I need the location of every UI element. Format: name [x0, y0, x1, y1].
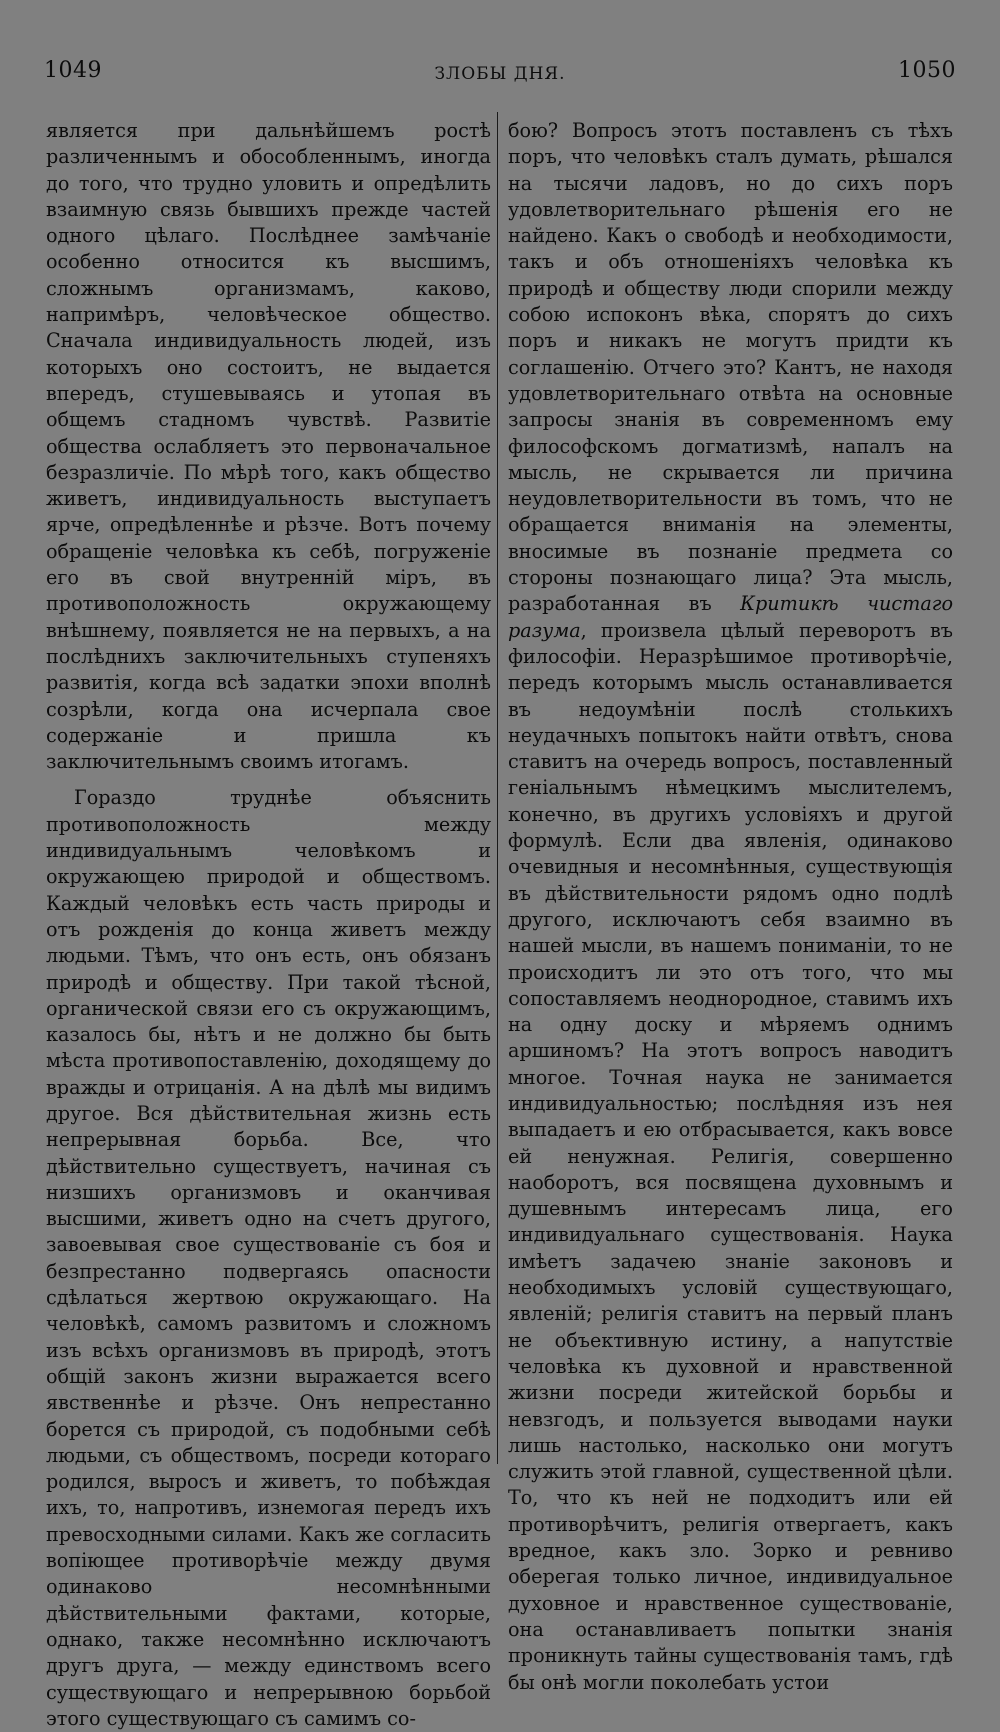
left-paragraph-1: является при дальнѣйшемъ ростѣ различеннымъ и обособленнымъ, иногда до того, что трудно уловить и опредѣлить взаимную связь бывшихъ прежде частей одного цѣлаго. Послѣднее замѣчаніе особенно относится къ высшимъ, сложнымъ организмамъ, каково, напримѣръ, человѣческое общество. Сначала индивидуальность людей, изъ которыхъ оно состоитъ, не выдается впередъ, стушевываясь и утопая въ общемъ стадномъ чувствѣ. Развитіе общества ослабляетъ это первоначальное безразличіе. По мѣрѣ того, какъ общество живетъ, индивидуальность выступаетъ ярче, опредѣленнѣе и рѣзче. Вотъ почему обращеніе человѣка къ себѣ, погруженіе его въ свой внутренній міръ, въ противоположность окружающему внѣшнему, появляется не на первыхъ, а на послѣднихъ заключительныхъ ступеняхъ развитія, когда всѣ задатки эпохи вполнѣ созрѣли, когда она исчерпала свое содержаніе и пришла къ заключительнымъ своимъ итогамъ. — [46, 119, 491, 774]
book-title-critique: Критикѣ чистаго разума — [508, 592, 954, 642]
running-title: ЗЛОБЫ ДНЯ. — [434, 64, 566, 84]
right-column — [508, 118, 953, 1696]
right-text-before-title: бою? Вопросъ этотъ поставленъ съ тѣхъ поръ, что человѣкъ сталъ думать, рѣшался на тысячи ладовъ, но до сихъ поръ удовлетворительнаго рѣшенія его не найдено. Какъ о свободѣ и необходимости, такъ и объ отношеніяхъ человѣка къ природѣ и обществу люди спорили между собою испоконъ вѣка, спорятъ до сихъ поръ и никакъ не могутъ придти къ соглашенію. Отчего это? Кантъ, не находя удовлетворительнаго отвѣта на основные запросы знанія въ современномъ ему философскомъ догматизмѣ, напалъ на мысль, не скрывается ли причина неудовлетворительности въ томъ, что не обращается вниманія на элементы, вносимые въ познаніе предмета со стороны познающаго лица? Эта мысль, разработанная въ — [508, 119, 953, 616]
right-paragraph-1 — [508, 118, 953, 1696]
left-column — [46, 118, 491, 1732]
right-text-after-title: , произвела цѣлый переворотъ въ философіи. Неразрѣшимое противорѣчіе, передъ которымъ мысль останавливается въ недоумѣніи послѣ столькихъ неудачныхъ попытокъ найти отвѣтъ, снова ставитъ на очередь вопросъ, поставленный геніальнымъ нѣмецкимъ мыслителемъ, конечно, въ другихъ условіяхъ и другой формулѣ. Если два явленія, одинаково очевидныя и несомнѣнныя, существующія въ дѣйствительности рядомъ одно подлѣ другого, исключаютъ себя взаимно въ нашей мысли, въ нашемъ пониманіи, то не происходитъ ли это отъ того, что мы сопоставляемъ неоднородное, ставимъ ихъ на одну доску и мѣряемъ однимъ аршиномъ? На этотъ вопросъ наводитъ многое. Точная наука не занимается индивидуальностью; послѣдняя изъ нея выпадаетъ и ею отбрасывается, какъ вовсе ей ненужная. Религія, совершенно наоборотъ, вся посвящена духовнымъ и душевнымъ интересамъ лица, его индивидуальнаго существованія. Наука имѣетъ задачею знаніе законовъ и необходимыхъ условій существующаго, явленій; религія ставитъ на первый планъ не объективную истину, а напутствіе человѣка къ духовной и нравственной жизни посреди житейской борьбы и невзгодъ, и пользуется выводами науки лишь настолько, насколько они могутъ служить этой главной, существенной цѣли. То, что къ ней не подходитъ или ей противорѣчитъ, религія отвергаетъ, какъ вредное, какъ зло. Зорко и ревниво оберегая только личное, индивидуальное духовное и нравственное существованіе, она останавливаетъ попытки знанія проникнуть тайны существованія тамъ, гдѣ бы онѣ могли поколебать устои — [508, 618, 953, 1694]
page-number-left: 1049 — [44, 58, 102, 83]
left-paragraph-2: Гораздо труднѣе объяснить противоположность между индивидуальнымъ человѣкомъ и окружающею природой и обществомъ. Каждый человѣкъ есть часть природы и отъ рожденія до конца живетъ между людьми. Тѣмъ, что онъ есть, онъ обязанъ природѣ и обществу. При такой тѣсной, органической связи его съ окружающимъ, казалось бы, нѣтъ и не должно бы быть мѣста противопоставленію, доходящему до вражды и отрицанія. А на дѣлѣ мы видимъ другое. Вся дѣйствительная жизнь есть непрерывная борьба. Все, что дѣйствительно существуетъ, начиная съ низшихъ организмовъ и оканчивая высшими, живетъ одно на счетъ другого, завоевывая свое существованіе съ боя и безпрестанно подвергаясь опасности сдѣлаться жертвою окружающаго. На человѣкѣ, самомъ развитомъ и сложномъ изъ всѣхъ организмовъ въ природѣ, этотъ общій законъ жизни выражается всего явственнѣе и рѣзче. Онъ непрестанно борется съ природой, съ подобными себѣ людьми, съ обществомъ, посреди котораго родился, выросъ и живетъ, то побѣждая ихъ, то, напротивъ, изнемогая передъ ихъ превосходными силами. Какъ же согласить вопіющее противорѣчіе между двумя одинаково несомнѣнными дѣйствительными фактами, которые, однако, также несомнѣнно исключаютъ другъ друга, — между единствомъ всего существующаго и непрерывною борьбой этого существующаго съ самимъ со- — [46, 786, 491, 1730]
column-divider — [497, 112, 498, 1464]
page-header — [44, 58, 956, 94]
page-number-right: 1050 — [898, 58, 956, 83]
